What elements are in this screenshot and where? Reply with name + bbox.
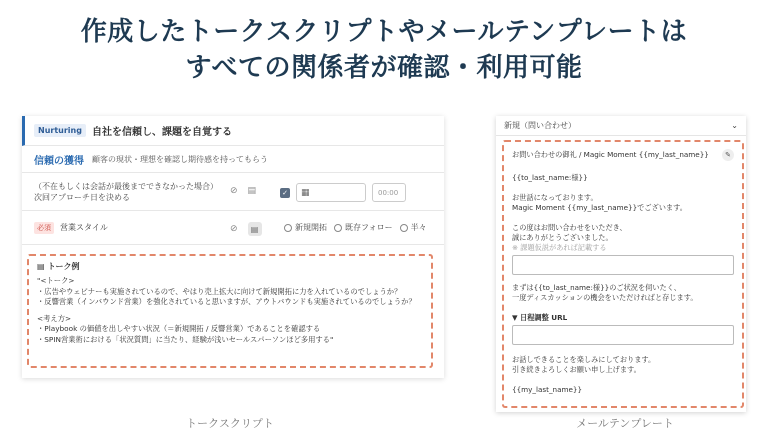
radio-half[interactable] [400, 222, 427, 233]
radio-label: 新規開拓 [295, 223, 327, 232]
comment-icon: ▤ [37, 262, 45, 271]
headline [0, 14, 768, 86]
radio-circle[interactable] [400, 224, 408, 232]
edit-pencil-icon[interactable]: ✎ [722, 149, 734, 161]
section-desc: 顧客の現状・理想を確認し期待感を持ってもらう [92, 154, 268, 164]
talk-line: "<トーク> [37, 276, 75, 286]
email-line: 一度ディスカッションの機会をいただければと存じます。 [512, 293, 698, 302]
email-line: Magic Moment {{my_last_name}}でございます。 [512, 203, 687, 212]
stage-header [22, 116, 444, 146]
template-select[interactable] [496, 116, 746, 136]
radio-label: 既存フォロー [345, 223, 393, 232]
email-line: お話しできることを楽しみにしております。 [512, 355, 656, 364]
time-input[interactable]: 00:00 [372, 183, 406, 202]
next-approach-label-line1: （不在もしくは会話が最後までできなかった場合） [34, 181, 218, 191]
schedule-url-label: ▼ 日程調整 URL [512, 313, 568, 322]
radio-label: 半々 [410, 223, 427, 232]
email-paragraph [512, 355, 734, 375]
email-paragraph [512, 283, 734, 303]
sales-style-row [22, 211, 444, 245]
email-line: 引き続きよろしくお願い申し上げます。 [512, 365, 641, 374]
email-line: 誠にありがとうございました。 [512, 233, 613, 242]
email-line: この度はお問い合わせをいただき、 [512, 223, 627, 232]
talk-example-box [27, 254, 433, 368]
talk-line: ・Playbook の価値を出しやすい状況（＝新規開拓 / 反響営業）であることを確認する [37, 324, 321, 334]
section-header [22, 146, 444, 173]
talk-example-title [37, 262, 423, 272]
check-circle-icon[interactable]: ⊘ [230, 186, 238, 196]
stage-title: 自社を信頼し、課題を自覚する [91, 127, 232, 138]
email-paragraph [512, 223, 734, 243]
checked-checkbox[interactable]: ✓ [280, 188, 290, 198]
required-badge: 必須 [34, 222, 54, 234]
comment-icon[interactable]: ▤ [248, 222, 262, 236]
chevron-down-icon: ⌄ [731, 121, 738, 130]
radio-new-business[interactable] [284, 222, 327, 233]
email-subject-row [512, 149, 734, 161]
talk-line: <考え方> [37, 314, 72, 324]
email-body-box [502, 140, 744, 408]
radio-existing-follow[interactable] [334, 222, 393, 233]
radio-circle[interactable] [284, 224, 292, 232]
headline-line2: すべての関係者が確認・利用可能 [185, 53, 583, 83]
check-circle-icon[interactable]: ⊘ [230, 224, 238, 234]
caption-talk-script: トークスクリプト [186, 417, 274, 430]
email-greeting: {{to_last_name:様}} [512, 173, 588, 182]
template-select-value: 新規（問い合わせ） [504, 121, 576, 130]
caption-email-template: メールテンプレート [576, 417, 674, 430]
email-subject: お問い合わせの御礼 / Magic Moment {{my_last_name}} [512, 150, 709, 159]
talk-line: ・SPIN営業術における「状況質問」に当たり、経験が浅いセールスパーソンほど多用する" [37, 334, 334, 344]
email-line: お世話になっております。 [512, 193, 598, 202]
date-input[interactable] [296, 183, 366, 202]
radio-circle[interactable] [334, 224, 342, 232]
next-approach-label [22, 181, 218, 203]
email-line: まずは{{to_last_name:様}}のご状況を伺いたく、 [512, 283, 681, 292]
schedule-url-textarea[interactable] [512, 325, 734, 345]
headline-line1: 作成したトークスクリプトやメールテンプレートは [80, 17, 688, 47]
hypothesis-textarea[interactable] [512, 255, 734, 275]
next-approach-row [22, 173, 444, 211]
talk-line: ・反響営業（インバウンド営業）を強化されていると思いますが、アウトバウンドも実施されているのでしょうか？ [37, 296, 416, 306]
hypothesis-hint: ※ 課題仮説があれば記載する [512, 243, 607, 252]
email-signature: {{my_last_name}} [512, 385, 583, 394]
talk-line: ・広告やウェビナーも実施されているので、やはり売上拡大に向けて新規開拓に力を入れているのでしょうか？ [37, 286, 402, 296]
talk-example-title-text: トーク例 [47, 262, 80, 271]
next-approach-label-line2: 次回アプローチ日を決める [34, 192, 130, 202]
stage-tag: Nurturing [34, 124, 86, 137]
sales-style-label: 営業スタイル [60, 223, 108, 232]
calendar-icon: ▦ [301, 187, 310, 198]
email-paragraph [512, 193, 734, 213]
comment-icon[interactable]: ▤ [247, 186, 257, 196]
section-title: 信頼の獲得 [34, 155, 84, 167]
